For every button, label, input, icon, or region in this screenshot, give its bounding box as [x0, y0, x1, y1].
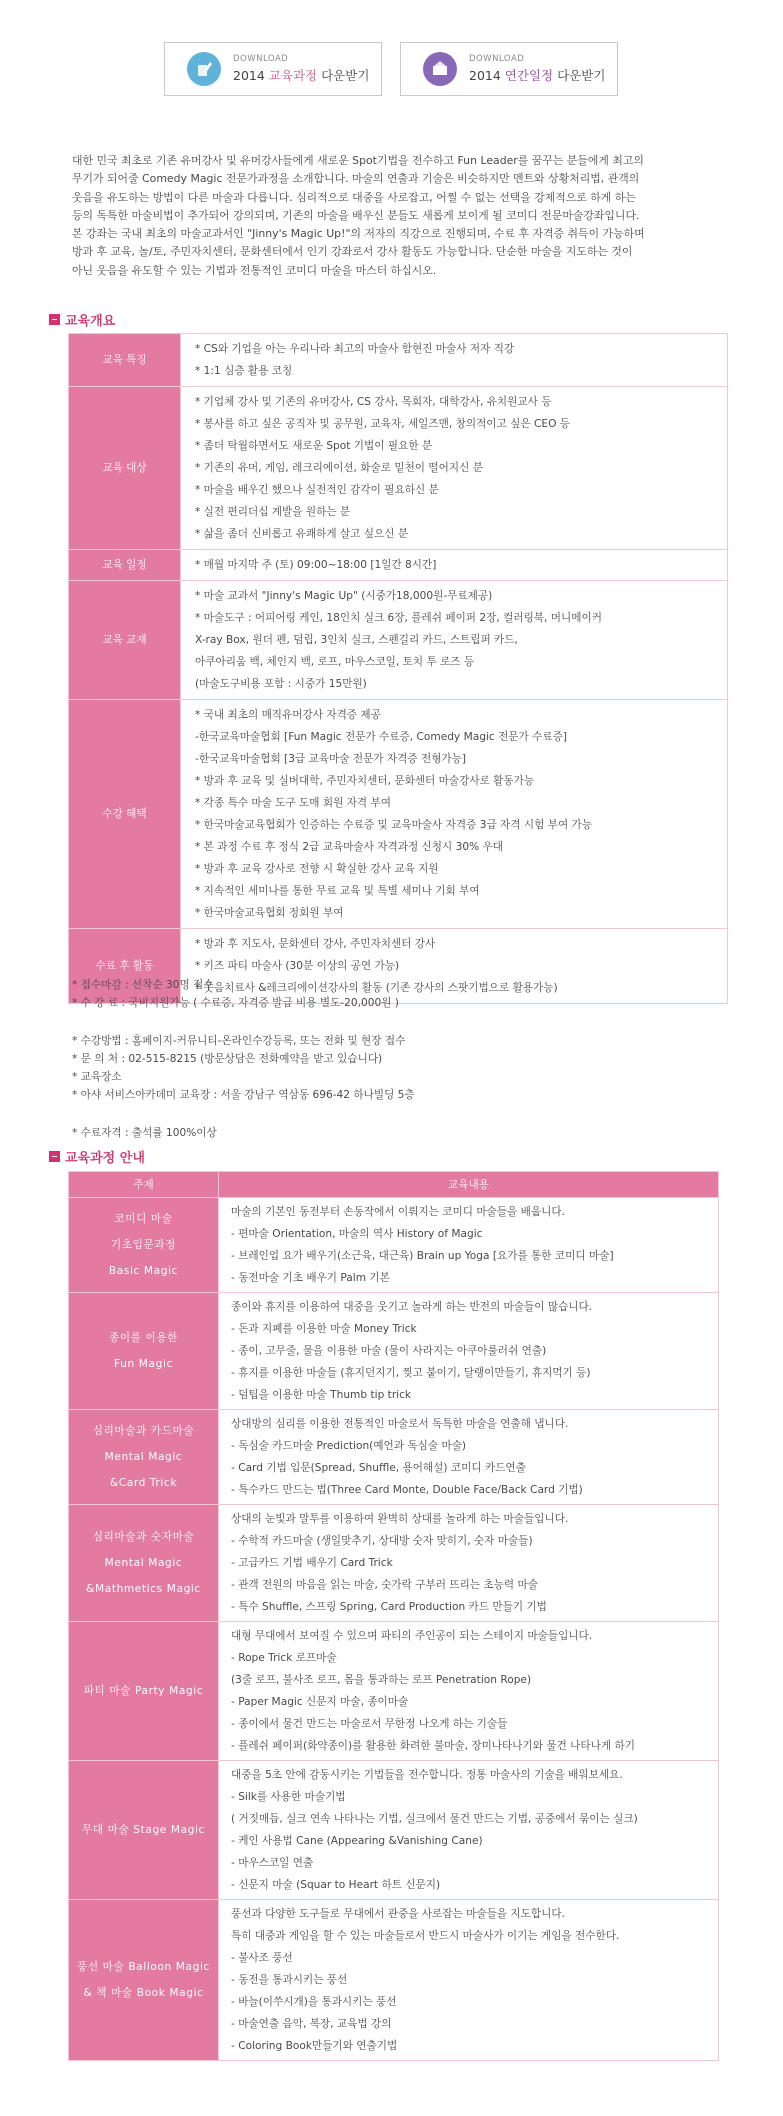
- label-line: & 책 마술 Book Magic: [83, 1987, 204, 1999]
- table-row: [69, 550, 728, 581]
- list-item: 상대방의 심리를 이용한 전통적인 마술로서 독특한 마술을 연출해 냅니다.: [231, 1418, 569, 1430]
- list-item: 상대의 눈빛과 말투를 이용하여 완벽히 상대를 놀라게 하는 마술들입니다.: [231, 1513, 569, 1525]
- list-item: - 동전을 통과시키는 풍선: [231, 1974, 348, 1986]
- pen-tablet-icon: [187, 52, 221, 86]
- label-line: 심리마술과 숫자마술: [92, 1531, 195, 1543]
- list-item: * 마술을 배우긴 했으나 실전적인 감각이 필요하신 분: [195, 484, 439, 496]
- download-title: 2014 교육과정 다운받기: [233, 68, 370, 83]
- completion-notes: [72, 1124, 732, 1142]
- list-item: - Coloring Book만들기와 연출기법: [231, 2040, 398, 2052]
- row-label: 수강 혜택: [69, 700, 181, 929]
- row-label: 교육 일정: [69, 550, 181, 581]
- intro-line: 대한 민국 최초로 기존 유머강사 및 유머강사들에게 새로운 Spot기법을 전수하고 Fun Leader를 꿈꾸는 분들에게 최고의: [72, 154, 644, 167]
- intro-line: 아닌 웃음을 유도할 수 있는 기법과 전통적인 코미디 마술을 마스터 하십시오.: [72, 263, 437, 277]
- label-line: 풍선 마술 Balloon Magic: [77, 1961, 210, 1973]
- calendar-icon: [423, 52, 457, 86]
- download-small-label: DOWNLOAD: [233, 54, 289, 64]
- row-content: [181, 581, 728, 700]
- table-row: [69, 1622, 719, 1761]
- list-item: - 동전마술 기초 배우기 Palm 기본: [231, 1272, 390, 1284]
- list-item: * 각종 특수 마술 도구 도매 회원 자격 부여: [195, 797, 391, 809]
- list-item: - 신문지 마술 (Squar to Heart 하트 신문지): [231, 1879, 441, 1891]
- section-title: 교육과정 안내: [65, 1151, 145, 1166]
- intro-line: 본 강좌는 국내 최초의 마술교과서인 "Jinny's Magic Up!"의 저자의 직강으로 진행되며, 수료 후 자격증 취득이 가능하며: [72, 227, 645, 241]
- row-content: [219, 1293, 719, 1410]
- list-item: * 마술도구 : 어피어링 케인, 18인치 실크 6장, 플레쉬 페이퍼 2장, 컬러링북, 머니메이커: [195, 612, 602, 624]
- row-content: [181, 700, 728, 929]
- section-title: 교육개요: [65, 314, 116, 329]
- intro-line: 무기가 되어줄 Comedy Magic 전문가과정을 소개합니다. 마술의 연출과 기술은 비슷하지만 멘트와 상황처리법, 관객의: [72, 172, 640, 186]
- list-item: - 특수 Shuffle, 스프링 Spring, Card Production 카드 만들기 기법: [231, 1601, 547, 1613]
- note-line: * 수 강 료 : 국비지원가능 ( 수료증, 자격증 발급 비용 별도-20,000원 ): [72, 997, 399, 1009]
- label-line: 기초입문과정: [110, 1239, 176, 1251]
- table-row: [69, 1293, 719, 1410]
- table-row: [69, 581, 728, 700]
- table-header-row: [69, 1172, 719, 1198]
- list-item: - 독심술 카드마술 Prediction(예언과 독심술 마술): [231, 1440, 467, 1452]
- row-content: [181, 387, 728, 550]
- list-item: * 키즈 파티 마술사 (30분 이상의 공연 가능): [195, 960, 400, 972]
- intro-line: 방과 후 교육, 놀/토, 주민자치센터, 문화센터에서 인기 강좌로서 강사 활동도 가능합니다. 단순한 마술을 지도하는 것이: [72, 245, 633, 259]
- list-item: - 불사조 풍선: [231, 1952, 293, 1964]
- row-content: [219, 1410, 719, 1505]
- list-item: - 플레쉬 페이퍼(화약종이)를 활용한 화려한 불마술, 장미나타나기와 물건 나타나게 하기: [231, 1740, 635, 1752]
- list-item: - 브레인업 요가 배우기(소근육, 대근육) Brain up Yoga [요가를 통한 코미디 마술]: [231, 1250, 614, 1262]
- list-item: (3줄 로프, 불사조 로프, 몸을 통과하는 로프 Penetration Rope): [231, 1674, 532, 1686]
- row-label: [69, 1198, 219, 1293]
- list-item: * 방과 후 교육 및 실버대학, 주민자치센터, 문화센터 마술강사로 활동가능: [195, 775, 535, 787]
- list-item: * 지속적인 세미나를 통한 무료 교육 및 특별 세미나 기회 부여: [195, 885, 480, 897]
- note-line: * 교육장소: [72, 1071, 122, 1083]
- list-item: * 기존의 유머, 게임, 레크리에이션, 화술로 밑천이 떨어지신 분: [195, 462, 483, 474]
- table-row: [69, 1410, 719, 1505]
- row-label: [69, 1293, 219, 1410]
- list-item: - 케인 사용법 Cane (Appearing &Vanishing Cane): [231, 1835, 483, 1847]
- list-item: -한국교육마술협회 [Fun Magic 전문가 수료증, Comedy Magic 전문가 수료증]: [195, 731, 567, 743]
- row-content: [181, 550, 728, 581]
- table-row: [69, 1505, 719, 1622]
- label-line: 무대 마술 Stage Magic: [82, 1824, 205, 1836]
- list-item: ( 거짓매듭, 실크 연속 나타나는 기법, 실크에서 물건 만드는 기법, 공중에서 묶이는 실크): [231, 1813, 638, 1825]
- column-header-subject: 주제: [69, 1172, 219, 1198]
- list-item: * 봉사를 하고 싶은 공직자 및 공무원, 교육자, 세일즈맨, 창의적이고 싶은 CEO 등: [195, 418, 571, 430]
- list-item: * 1:1 심층 활용 코칭: [195, 365, 293, 377]
- row-content: [219, 1622, 719, 1761]
- list-item: - 편마술 Orientation, 마술의 역사 History of Magic: [231, 1228, 483, 1240]
- label-line: Fun Magic: [114, 1358, 173, 1370]
- list-item: - 관객 전원의 마음을 읽는 마술, 숫가락 구부러 뜨리는 초능력 마술: [231, 1579, 538, 1591]
- note-line: * 수강방법 : 홈페이지-커뮤니티-온라인수강등록, 또는 전화 및 현장 접수: [72, 1035, 406, 1047]
- download-schedule-button[interactable]: [400, 42, 618, 96]
- note-line: * 문 의 처 : 02-515-8215 (방문상담은 전화예약을 받고 있습니다): [72, 1053, 383, 1065]
- row-content: [181, 334, 728, 387]
- row-label: 교육 대상: [69, 387, 181, 550]
- label-line: Basic Magic: [108, 1265, 179, 1277]
- list-item: - 바늘(이쑤시개)을 통과시키는 풍선: [231, 1996, 397, 2008]
- table-row: [69, 1761, 719, 1900]
- table-row: [69, 1900, 719, 2061]
- list-item: * 한국마술교육협회 정회원 부여: [195, 907, 344, 919]
- list-item: * 국내 최초의 매직유머강사 자격증 제공: [195, 709, 381, 721]
- list-item: 아쿠아리움 백, 체인지 백, 로프, 마우스코일, 토치 투 로즈 등: [195, 656, 475, 668]
- table-row: [69, 1198, 719, 1293]
- list-item: - 고급카드 기법 배우기 Card Trick: [231, 1557, 393, 1569]
- row-label: [69, 1900, 219, 2061]
- row-content: [219, 1900, 719, 2061]
- label-line: &Card Trick: [109, 1477, 178, 1489]
- list-item: - Silk를 사용한 마술기법: [231, 1791, 346, 1803]
- list-item: - 수학적 카드마술 (생일맞추기, 상대방 숫자 맞히기, 숫자 마술들): [231, 1535, 533, 1547]
- download-buttons: [164, 42, 620, 96]
- list-item: * 방과 후 교육 강사로 전향 시 확실한 강사 교육 지원: [195, 863, 439, 875]
- list-item: * 실전 편리더십 계발을 원하는 분: [195, 506, 351, 518]
- list-item: - 돈과 지폐를 이용한 마술 Money Trick: [231, 1323, 417, 1335]
- note-line: * 접수마감 : 선착순 30명 접수: [72, 979, 214, 991]
- list-item: * 마술 교과서 "Jinny's Magic Up" (시중가18,000원-무료제공): [195, 590, 493, 602]
- list-item: 풍선과 다양한 도구들로 무대에서 관중을 사로잡는 마술들을 지도합니다.: [231, 1908, 565, 1920]
- note-line: * 아샤 서비스아카데미 교육장 : 서울 강남구 역삼동 696-42 하나빌딩 5층: [72, 1089, 415, 1101]
- label-line: 심리마술과 카드마술: [92, 1425, 195, 1437]
- label-line: 종이를 이용한: [109, 1332, 178, 1344]
- minus-box-icon: [49, 314, 60, 325]
- contact-notes: [72, 1032, 732, 1104]
- registration-notes: [72, 976, 732, 1012]
- list-item: * 좀더 탁월하면서도 새로운 Spot 기법이 필요한 분: [195, 440, 433, 452]
- table-row: [69, 334, 728, 387]
- list-item: -한국교육마술협회 [3급 교육마술 전문가 자격증 전형가능]: [195, 753, 467, 765]
- column-header-content: 교육내용: [219, 1172, 719, 1198]
- list-item: * 매월 마지막 주 (토) 09:00~18:00 [1일간 8시간]: [195, 559, 437, 571]
- label-line: &Mathmetics Magic: [86, 1583, 201, 1595]
- row-label: [69, 1505, 219, 1622]
- list-item: 대형 무대에서 보여질 수 있으며 파티의 주인공이 되는 스테이지 마술들입니다.: [231, 1630, 593, 1642]
- list-item: - Paper Magic 신문지 마술, 종이마술: [231, 1696, 409, 1708]
- overview-table: [68, 333, 728, 1004]
- row-label: [69, 1410, 219, 1505]
- curriculum-table: [68, 1171, 719, 2061]
- label-line: Mental Magic: [104, 1451, 183, 1463]
- download-title: 2014 연간일정 다운받기: [469, 68, 606, 83]
- list-item: * 기업체 강사 및 기존의 유머강사, CS 강사, 목회자, 대학강사, 유치원교사 등: [195, 396, 552, 408]
- list-item: * CS와 기업을 아는 우리나라 최고의 마술사 함현진 마술사 저자 직강: [195, 343, 515, 355]
- download-curriculum-button[interactable]: [164, 42, 382, 96]
- row-label: 수료 후 활동: [69, 929, 181, 1004]
- list-item: 대중을 5초 안에 감동시키는 기법들을 전수합니다. 정통 마술사의 기술을 배워보세요.: [231, 1769, 623, 1781]
- list-item: - Rope Trick 로프마술: [231, 1652, 337, 1664]
- minus-box-icon: [49, 1151, 60, 1162]
- list-item: - 휴지를 이용한 마술들 (휴지던지기, 찢고 붙이기, 달랭이만들기, 휴지먹기 등): [231, 1367, 591, 1379]
- intro-line: 등의 독특한 마술비법이 추가되어 강의되며, 기존의 마술을 배우신 분들도 새롭게 보이게 될 코미디 전문마술강좌입니다.: [72, 208, 640, 222]
- list-item: * 삶을 좀더 신비롭고 유쾌하게 살고 싶으신 분: [195, 528, 409, 540]
- row-content: [219, 1505, 719, 1622]
- note-line: * 수료자격 : 출석률 100%이상: [72, 1127, 217, 1139]
- list-item: - 종이, 고무줄, 물을 이용한 마술 (물이 사라지는 아쿠아룰러쉬 연출): [231, 1345, 547, 1357]
- label-line: Mental Magic: [104, 1557, 183, 1569]
- list-item: - 마술연출 음악, 복장, 교육법 강의: [231, 2018, 392, 2030]
- list-item: 마술의 기본인 동전부터 손동작에서 이뤄지는 코미디 마술들을 배웁니다.: [231, 1206, 565, 1218]
- list-item: - 특수카드 만드는 법(Three Card Monte, Double Face/Back Card 기법): [231, 1484, 583, 1496]
- list-item: (마술도구비용 포함 : 시중가 15만원): [195, 678, 367, 690]
- list-item: * 웃음치료사 &레크리에이션강사의 활동 (기존 강사의 스팟기법으로 활용가능): [195, 982, 558, 994]
- download-small-label: DOWNLOAD: [469, 54, 525, 64]
- curriculum-section-header: [49, 1147, 145, 1166]
- row-label: 교육 교재: [69, 581, 181, 700]
- table-row: [69, 387, 728, 550]
- list-item: * 본 과정 수료 후 정식 2급 교육마술사 자격과정 신청시 30% 우대: [195, 841, 503, 853]
- list-item: - 마우스코일 연출: [231, 1857, 314, 1869]
- list-item: - 종이에서 물건 만드는 마술로서 무한정 나오게 하는 기술들: [231, 1718, 508, 1730]
- intro-line: 웃음을 유도하는 방법이 다른 마술과 다릅니다. 심리적으로 대중을 사로잡고, 어쩔 수 없는 선택을 강제적으로 하게 하는: [72, 190, 636, 204]
- list-item: * 한국마술교육협회가 인증하는 수료증 및 교육마술사 자격증 3급 자격 시험 부여 가능: [195, 819, 593, 831]
- list-item: * 방과 후 지도사, 문화센터 강사, 주민자치센터 강사: [195, 938, 436, 950]
- list-item: 특히 대중과 게임을 할 수 있는 마술들로서 반드시 마술사가 이기는 게임을 전수한다.: [231, 1930, 620, 1942]
- list-item: - Card 기법 입문(Spread, Shuffle, 용어해설) 코미디 카드연출: [231, 1462, 526, 1474]
- list-item: - 덤팁을 이용한 마술 Thumb tip trick: [231, 1389, 412, 1401]
- label-line: 코미디 마술: [114, 1213, 173, 1225]
- row-content: [219, 1198, 719, 1293]
- label-line: 파티 마술 Party Magic: [83, 1685, 204, 1697]
- intro-paragraph: [72, 152, 724, 280]
- list-item: X-ray Box, 원더 펜, 덤립, 3인치 실크, 스펜길리 카드, 스트립퍼 카드,: [195, 634, 518, 646]
- overview-section-header: [49, 310, 115, 329]
- row-label: [69, 1761, 219, 1900]
- row-label: 교육 특징: [69, 334, 181, 387]
- row-content: [219, 1761, 719, 1900]
- table-row: [69, 700, 728, 929]
- list-item: 종이와 휴지를 이용하여 대중을 웃기고 놀라게 하는 반전의 마술들이 많습니다.: [231, 1301, 593, 1313]
- row-label: [69, 1622, 219, 1761]
